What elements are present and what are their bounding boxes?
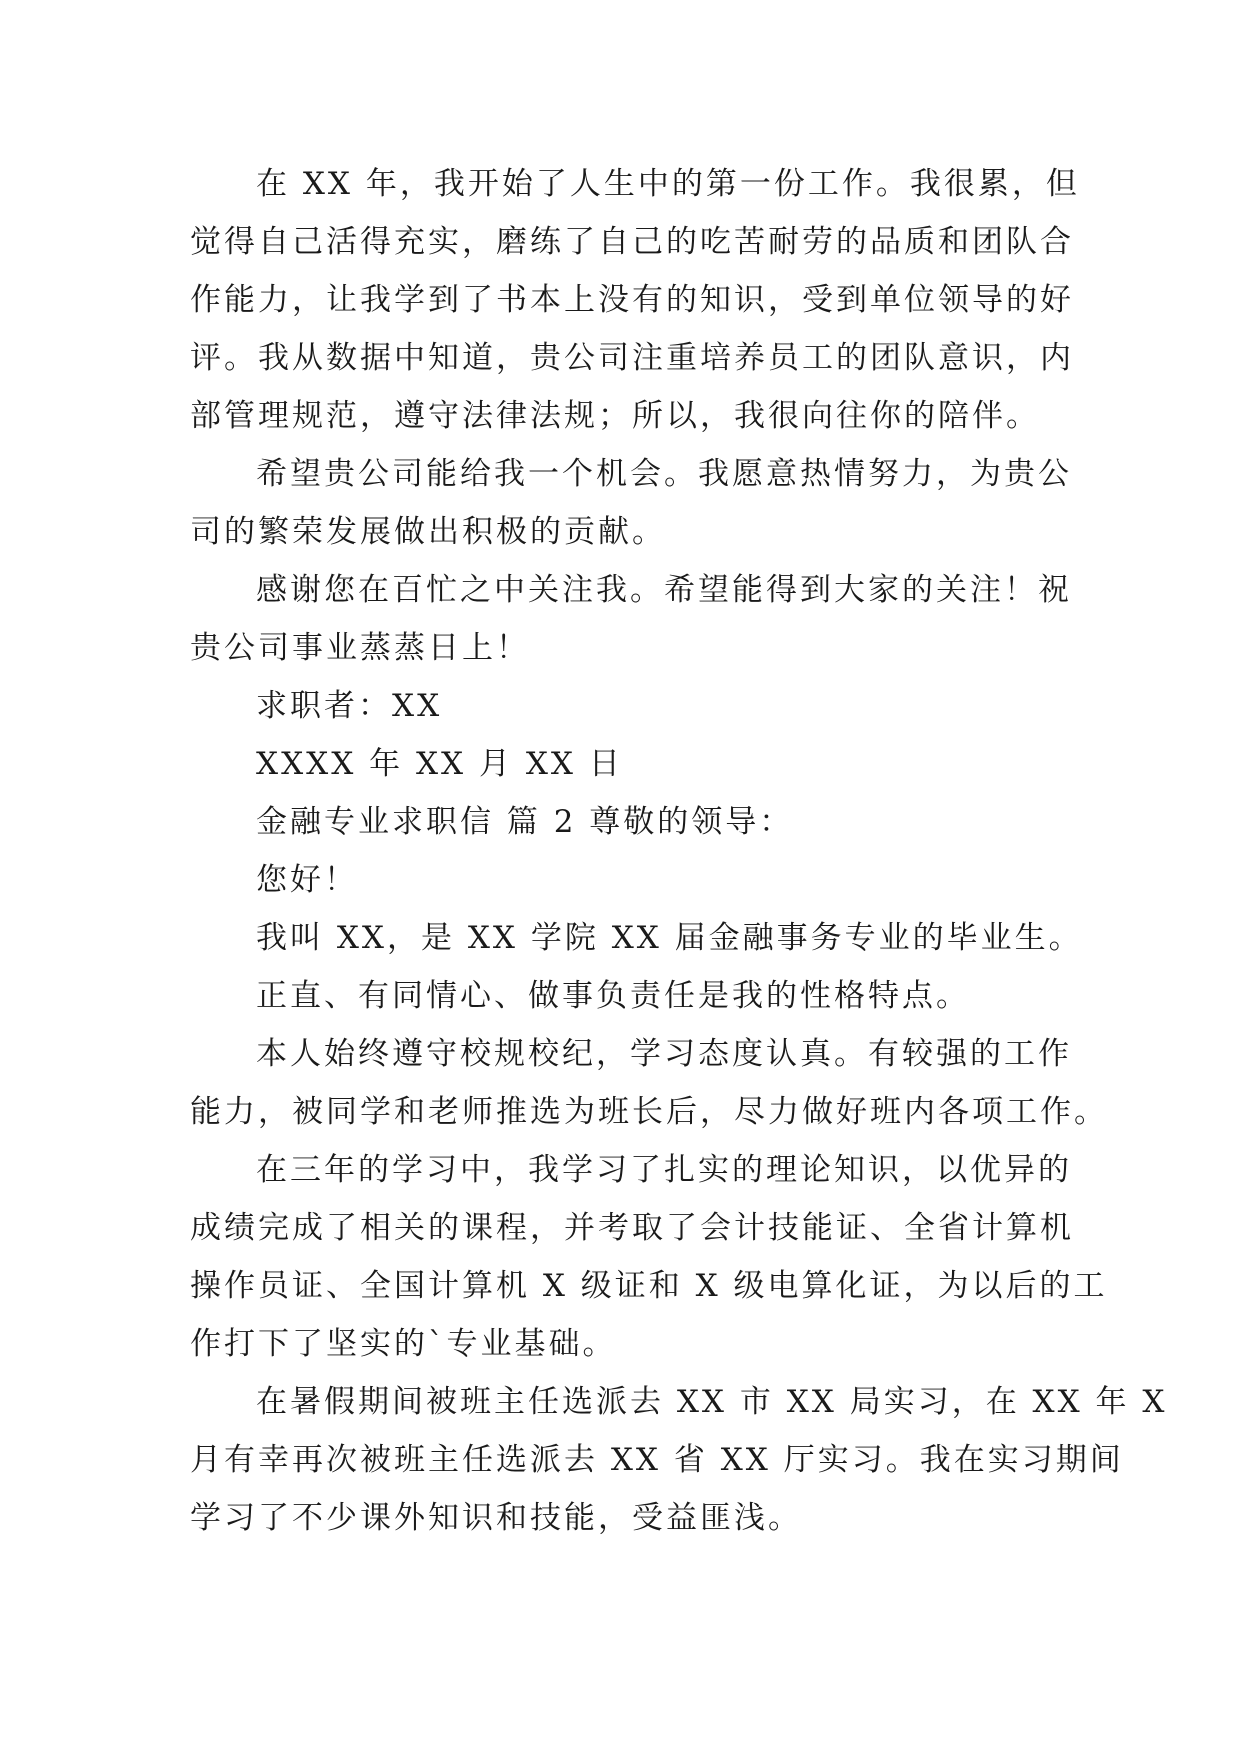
signature-line: 求职者：XX <box>256 688 443 724</box>
paragraph-line: 希望贵公司能给我一个机会。我愿意热情努力，为贵公 <box>256 456 1072 492</box>
paragraph-line: 贵公司事业蒸蒸日上！ <box>190 630 530 666</box>
paragraph-line: 部管理规范，遵守法律法规；所以，我很向往你的陪伴。 <box>190 398 1040 434</box>
paragraph-line: 在三年的学习中，我学习了扎实的理论知识，以优异的 <box>256 1152 1072 1188</box>
paragraph-line: 能力，被同学和老师推选为班长后，尽力做好班内各项工作。 <box>190 1094 1108 1130</box>
paragraph-line: 在 XX 年，我开始了人生中的第一份工作。我很累，但 <box>256 166 1080 202</box>
paragraph-line: 觉得自己活得充实，磨练了自己的吃苦耐劳的品质和团队合 <box>190 224 1074 260</box>
paragraph-line: 在暑假期间被班主任选派去 XX 市 XX 局实习，在 XX 年 X <box>256 1384 1168 1420</box>
date-line: XXXX 年 XX 月 XX 日 <box>256 746 623 782</box>
section-heading: 金融专业求职信 篇 2 尊敬的领导： <box>256 804 794 840</box>
paragraph-line: 成绩完成了相关的课程，并考取了会计技能证、全省计算机 <box>190 1210 1074 1246</box>
document-body <box>190 155 1168 1547</box>
greeting-line: 您好！ <box>256 862 358 898</box>
paragraph-line: 我叫 XX，是 XX 学院 XX 届金融事务专业的毕业生。 <box>256 920 1083 956</box>
paragraph-line: 学习了不少课外知识和技能，受益匪浅。 <box>190 1500 802 1536</box>
paragraph-line: 月有幸再次被班主任选派去 XX 省 XX 厅实习。我在实习期间 <box>190 1442 1124 1478</box>
paragraph-line: 司的繁荣发展做出积极的贡献。 <box>190 514 666 550</box>
paragraph-line: 作打下了坚实的`专业基础。 <box>190 1326 617 1362</box>
paragraph-line: 作能力，让我学到了书本上没有的知识，受到单位领导的好 <box>190 282 1074 318</box>
paragraph-line: 正直、有同情心、做事负责任是我的性格特点。 <box>256 978 970 1014</box>
paragraph-line: 操作员证、全国计算机 X 级证和 X 级电算化证，为以后的工 <box>190 1268 1108 1304</box>
paragraph-line: 评。我从数据中知道，贵公司注重培养员工的团队意识，内 <box>190 340 1074 376</box>
paragraph-line: 感谢您在百忙之中关注我。希望能得到大家的关注！祝 <box>256 572 1072 608</box>
paragraph-line: 本人始终遵守校规校纪，学习态度认真。有较强的工作 <box>256 1036 1072 1072</box>
